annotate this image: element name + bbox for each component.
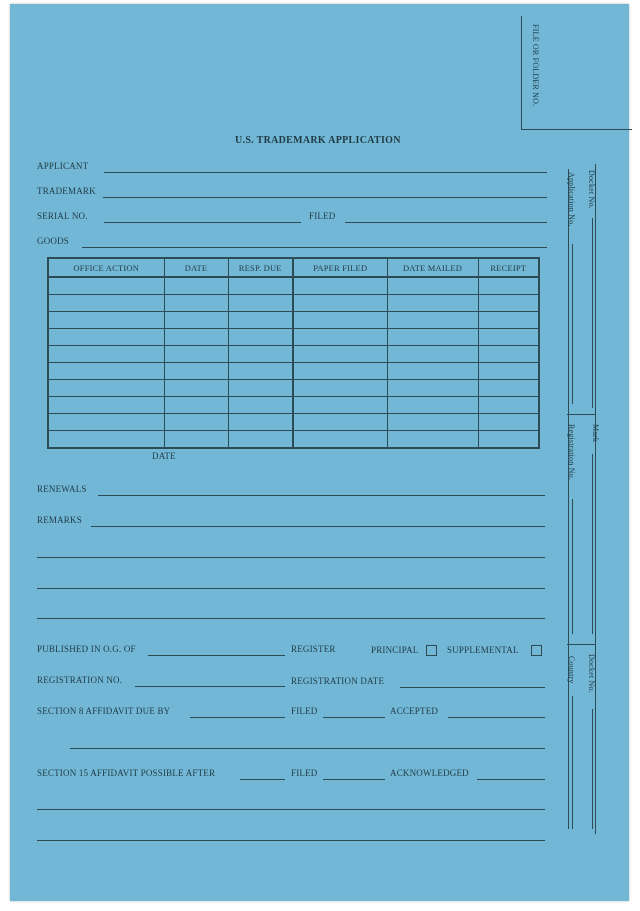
table-cell[interactable] [387, 277, 478, 295]
table-cell[interactable] [387, 329, 478, 346]
table-row [48, 397, 539, 414]
table-row [48, 431, 539, 449]
office-action-table [47, 257, 540, 449]
section8-accepted-label: ACCEPTED [390, 706, 439, 716]
table-cell[interactable] [478, 346, 539, 363]
table-header-row [48, 258, 539, 277]
section8-due-field[interactable] [190, 717, 285, 718]
table-cell[interactable] [164, 346, 228, 363]
registration-no-side-field[interactable] [572, 499, 573, 634]
section15-filed-field[interactable] [323, 779, 385, 780]
table-cell[interactable] [48, 363, 164, 380]
trademark-field[interactable] [103, 197, 547, 198]
section15-after-field[interactable] [240, 779, 285, 780]
table-cell[interactable] [478, 414, 539, 431]
registration-date-field[interactable] [400, 687, 545, 688]
table-row [48, 329, 539, 346]
remarks-line[interactable] [37, 557, 545, 558]
section15-line[interactable] [37, 840, 545, 841]
remarks-field[interactable] [91, 526, 545, 527]
published-label: PUBLISHED IN O.G. OF [37, 644, 136, 654]
column-header: OFFICE ACTION [48, 258, 164, 277]
table-cell[interactable] [164, 295, 228, 312]
table-cell[interactable] [387, 431, 478, 449]
table-cell[interactable] [293, 397, 387, 414]
table-cell[interactable] [228, 346, 293, 363]
table-cell[interactable] [293, 363, 387, 380]
table-cell[interactable] [228, 363, 293, 380]
table-cell[interactable] [164, 414, 228, 431]
registration-no-label: REGISTRATION NO. [37, 675, 123, 685]
table-cell[interactable] [478, 380, 539, 397]
table-body [48, 277, 539, 448]
table-cell[interactable] [228, 431, 293, 449]
table-row [48, 295, 539, 312]
table-row [48, 414, 539, 431]
table-cell[interactable] [293, 346, 387, 363]
supplemental-label: SUPPLEMENTAL [447, 645, 519, 655]
side-strip-inner [568, 169, 569, 829]
docket-no-top-label: Docket No. [587, 170, 596, 209]
mark-field[interactable] [592, 454, 593, 634]
goods-field[interactable] [82, 247, 547, 248]
section15-acknowledged-label: ACKNOWLEDGED [390, 768, 469, 778]
mark-label: Mark [591, 424, 600, 443]
registration-date-label: REGISTRATION DATE [291, 676, 385, 686]
renewals-field[interactable] [98, 495, 545, 496]
filed-label: FILED [309, 211, 336, 221]
table-cell[interactable] [387, 380, 478, 397]
file-number-box [521, 16, 632, 130]
table-cell[interactable] [164, 397, 228, 414]
section8-line[interactable] [70, 748, 545, 749]
table-cell[interactable] [228, 397, 293, 414]
table-row [48, 277, 539, 295]
registration-no-field[interactable] [135, 686, 285, 687]
table-cell[interactable] [48, 397, 164, 414]
table-cell[interactable] [293, 277, 387, 295]
remarks-label: REMARKS [37, 515, 82, 525]
applicant-field[interactable] [104, 172, 547, 173]
docket-no-bottom-label: Docket No. [587, 654, 596, 693]
table-cell[interactable] [48, 431, 164, 449]
country-label: Country [567, 656, 576, 684]
serial-no-label: SERIAL NO. [37, 211, 88, 221]
table-cell[interactable] [387, 295, 478, 312]
table-cell[interactable] [478, 397, 539, 414]
application-no-field[interactable] [572, 244, 573, 404]
table-cell[interactable] [478, 431, 539, 449]
section15-line[interactable] [37, 809, 545, 810]
column-header: DATE [164, 258, 228, 277]
table-cell[interactable] [164, 363, 228, 380]
side-divider [567, 644, 596, 645]
table-cell[interactable] [293, 312, 387, 329]
table-cell[interactable] [478, 277, 539, 295]
side-divider [567, 414, 596, 415]
docket-no-top-field[interactable] [592, 218, 593, 408]
registration-no-side-label: Registration No. [567, 424, 576, 481]
table-cell[interactable] [228, 329, 293, 346]
table-cell[interactable] [164, 380, 228, 397]
table-row [48, 312, 539, 329]
table-cell[interactable] [48, 414, 164, 431]
table-cell[interactable] [164, 431, 228, 449]
table-cell[interactable] [164, 312, 228, 329]
table-cell[interactable] [293, 414, 387, 431]
table-cell[interactable] [48, 329, 164, 346]
table-cell[interactable] [478, 312, 539, 329]
section15-filed-label: FILED [291, 768, 318, 778]
table-cell[interactable] [164, 329, 228, 346]
section8-label: SECTION 8 AFFIDAVIT DUE BY [37, 706, 171, 716]
column-header: PAPER FILED [293, 258, 387, 277]
column-header: RECEIPT [478, 258, 539, 277]
supplemental-checkbox[interactable] [531, 645, 542, 656]
section8-filed-field[interactable] [323, 717, 385, 718]
table-cell[interactable] [293, 380, 387, 397]
register-label: REGISTER [291, 644, 336, 654]
trademark-folder [10, 4, 629, 901]
trademark-label: TRADEMARK [37, 186, 96, 196]
table-row [48, 363, 539, 380]
remarks-line[interactable] [37, 588, 545, 589]
table-cell[interactable] [48, 295, 164, 312]
page-title: U.S. TRADEMARK APPLICATION [235, 135, 401, 146]
serial-no-field[interactable] [104, 222, 301, 223]
table-cell[interactable] [164, 277, 228, 295]
table-cell[interactable] [48, 312, 164, 329]
section8-accepted-field[interactable] [448, 717, 545, 718]
table-cell[interactable] [478, 363, 539, 380]
principal-checkbox[interactable] [426, 645, 437, 656]
table-row [48, 380, 539, 397]
goods-label: GOODS [37, 236, 70, 246]
renewals-label: RENEWALS [37, 484, 87, 494]
section15-acknowledged-field[interactable] [477, 779, 545, 780]
application-no-label: Application No. [567, 172, 576, 227]
table-cell[interactable] [228, 414, 293, 431]
table-cell[interactable] [478, 329, 539, 346]
docket-no-bottom-field[interactable] [592, 709, 593, 829]
table-cell[interactable] [293, 329, 387, 346]
table-cell[interactable] [387, 363, 478, 380]
table-cell[interactable] [228, 277, 293, 295]
table-cell[interactable] [293, 431, 387, 449]
principal-label: PRINCIPAL [371, 645, 419, 655]
country-field[interactable] [572, 696, 573, 829]
table-cell[interactable] [387, 312, 478, 329]
table-cell[interactable] [48, 277, 164, 295]
side-strip-border [595, 164, 596, 834]
table-cell[interactable] [48, 346, 164, 363]
table-row [48, 346, 539, 363]
section15-label: SECTION 15 AFFIDAVIT POSSIBLE AFTER [37, 768, 216, 778]
table-cell[interactable] [387, 346, 478, 363]
table-cell[interactable] [228, 312, 293, 329]
table-cell[interactable] [48, 380, 164, 397]
table-cell[interactable] [228, 380, 293, 397]
date-label: DATE [152, 451, 176, 461]
filed-field[interactable] [345, 222, 547, 223]
file-number-label: FILE OR FOLDER NO. [531, 24, 540, 107]
table-cell[interactable] [228, 295, 293, 312]
column-header: RESP. DUE [228, 258, 293, 277]
table-cell[interactable] [387, 397, 478, 414]
table-cell[interactable] [387, 414, 478, 431]
section8-filed-label: FILED [291, 706, 318, 716]
table-cell[interactable] [478, 295, 539, 312]
published-field[interactable] [148, 655, 285, 656]
remarks-line[interactable] [37, 618, 545, 619]
table-cell[interactable] [293, 295, 387, 312]
column-header: DATE MAILED [387, 258, 478, 277]
applicant-label: APPLICANT [37, 161, 89, 171]
